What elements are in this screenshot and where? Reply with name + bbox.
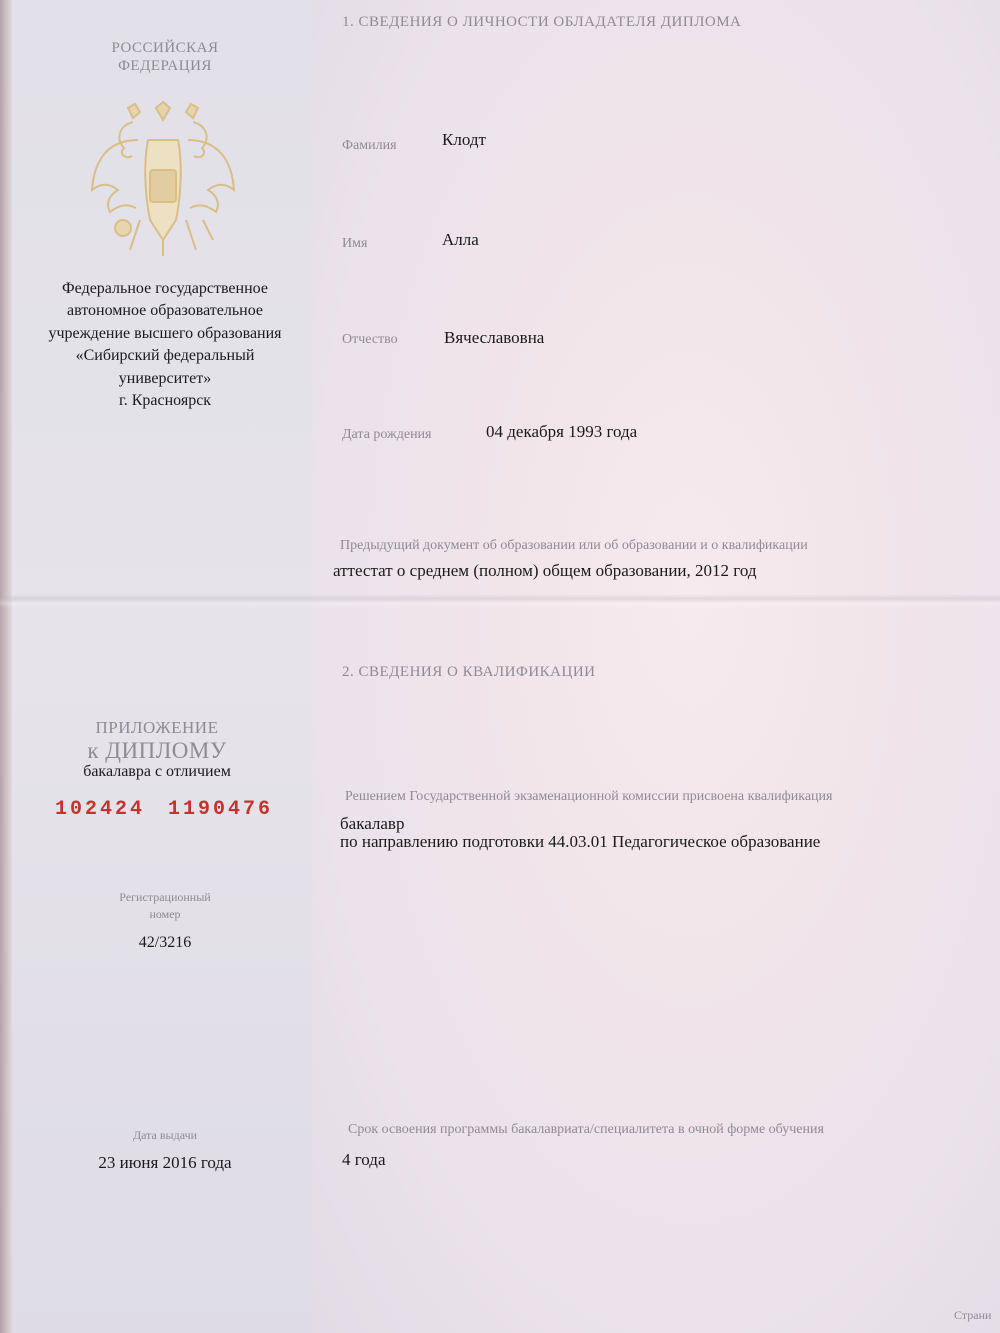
institution-line-1: Федеральное государственное [62, 280, 268, 297]
study-term-value: 4 года [342, 1150, 386, 1169]
registration-label-line-2: номер [149, 907, 181, 921]
serial-number-part-1: 102424 [55, 798, 146, 821]
section-2-heading: 2. СВЕДЕНИЯ О КВАЛИФИКАЦИИ [342, 664, 596, 680]
institution-line-5: университет» [118, 370, 212, 387]
appendix-subtitle: бакалавра с отличием [83, 763, 231, 780]
institution-line-4: «Сибирский федеральный [75, 347, 255, 364]
country-line-2: ФЕДЕРАЦИЯ [118, 58, 212, 74]
appendix-title-line-2: к ДИПЛОМУ [87, 738, 227, 763]
page-fold [0, 594, 1000, 608]
birth-date-label: Дата рождения [342, 427, 432, 442]
registration-label-line-1: Регистрационный [119, 890, 211, 904]
name-label: Имя [342, 236, 368, 251]
russian-double-headed-eagle-icon [88, 100, 238, 260]
surname-label: Фамилия [342, 138, 397, 153]
study-term-label: Срок освоения программы бакалавриата/специалитета в очной форме обучения [348, 1122, 824, 1137]
institution-line-3: учреждение высшего образования [48, 325, 282, 342]
qualification-decision-label: Решением Государственной экзаменационной комиссии присвоена квалификация [345, 789, 833, 804]
registration-number: 42/3216 [138, 934, 192, 951]
qualification-line-1: бакалавр [340, 814, 405, 833]
country-line-1: РОССИЙСКАЯ [111, 40, 219, 56]
institution-line-2: автономное образовательное [66, 302, 263, 319]
previous-document-value: аттестат о среднем (полном) общем образовании, 2012 год [333, 561, 757, 580]
page-label: Страни [954, 1308, 992, 1322]
patronymic-value: Вячеславовна [444, 328, 545, 347]
patronymic-label: Отчество [342, 332, 398, 347]
issue-date: 23 июня 2016 года [98, 1153, 232, 1172]
name-value: Алла [442, 230, 479, 249]
issue-date-label: Дата выдачи [132, 1128, 198, 1142]
birth-date-value: 04 декабря 1993 года [486, 422, 638, 441]
previous-document-label: Предыдущий документ об образовании или об образовании и о квалификации [340, 538, 808, 553]
section-1-heading: 1. СВЕДЕНИЯ О ЛИЧНОСТИ ОБЛАДАТЕЛЯ ДИПЛОМА [342, 14, 742, 30]
appendix-title-line-1: ПРИЛОЖЕНИЕ [95, 718, 219, 737]
serial-number-part-2: 1190476 [168, 798, 274, 821]
qualification-line-2: по направлению подготовки 44.03.01 Педагогическое образование [340, 832, 821, 851]
institution-city: г. Красноярск [118, 392, 212, 409]
surname-value: Клодт [442, 130, 486, 149]
